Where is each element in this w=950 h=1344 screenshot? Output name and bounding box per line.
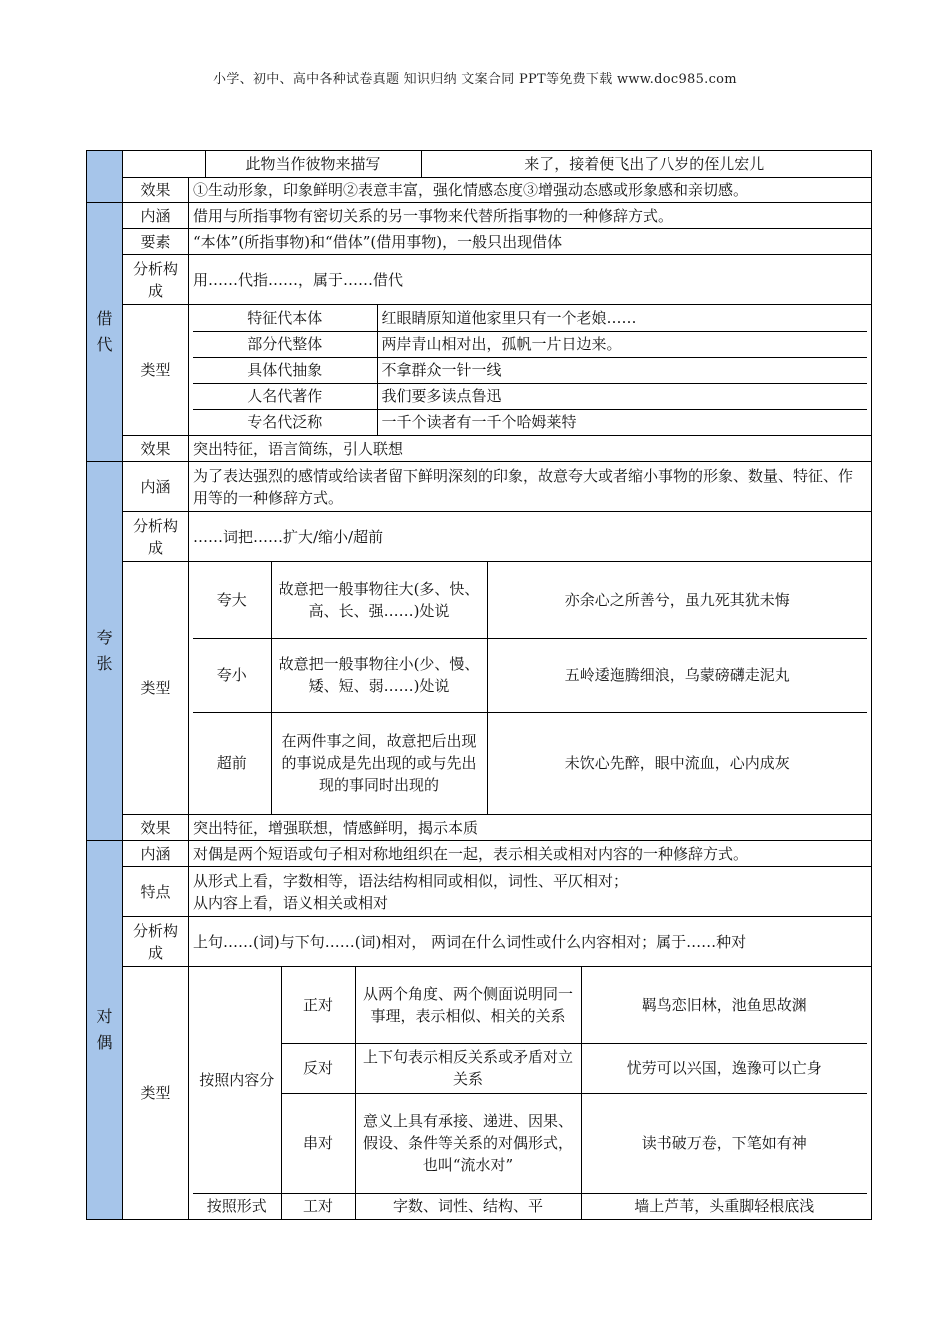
kuazhang-neihan-label: 内涵 — [123, 462, 189, 512]
duiou-type-name: 串对 — [281, 1093, 355, 1193]
jiedai-type-example: 不拿群众一针一线 — [377, 357, 867, 383]
jiedai-type-example: 红眼睛原知道他家里只有一个老娘…… — [377, 305, 867, 331]
prev-category-cell — [87, 151, 123, 203]
duiou-type-name: 反对 — [281, 1043, 355, 1093]
kuazhang-xiaoguo-label: 效果 — [123, 815, 189, 841]
category-jiedai: 借代 — [87, 203, 123, 462]
jiedai-xiaoguo-label: 效果 — [123, 436, 189, 462]
rhetoric-table — [86, 150, 872, 1220]
duiou-fenxi-label: 分析构成 — [123, 917, 189, 967]
prev-example: 来了，接着便飞出了八岁的侄儿宏儿 — [421, 151, 867, 177]
duiou-group-content: 按照内容分 — [193, 967, 281, 1193]
kuazhang-xiaoguo: 突出特征，增强联想，情感鲜明，揭示本质 — [189, 815, 872, 841]
jiedai-xiaoguo: 突出特征，语言简练，引人联想 — [189, 436, 872, 462]
jiedai-fenxi: 用……代指……，属于……借代 — [189, 255, 872, 305]
kuazhang-leixing-label: 类型 — [123, 562, 189, 815]
jiedai-leixing-label: 类型 — [123, 305, 189, 436]
kuazhang-type-example: 未饮心先醉，眼中流血，心内成灰 — [487, 712, 867, 814]
duiou-type-desc: 上下句表示相反关系或矛盾对立关系 — [355, 1043, 581, 1093]
kuazhang-type-example: 五岭逶迤腾细浪，乌蒙磅礴走泥丸 — [487, 638, 867, 712]
jiedai-type-example: 一千个读者有一千个哈姆莱特 — [377, 409, 867, 435]
jiedai-type-name: 专名代泛称 — [193, 409, 377, 435]
kuazhang-type-name: 夸小 — [193, 638, 271, 712]
duiou-fenxi: 上句……(词)与下句……(词)相对， 两词在什么词性或什么内容相对；属于……种对 — [189, 917, 872, 967]
category-duiou: 对偶 — [87, 841, 123, 1220]
jiedai-neihan-label: 内涵 — [123, 203, 189, 229]
duiou-tedian-label: 特点 — [123, 867, 189, 917]
kuazhang-neihan: 为了表达强烈的感情或给读者留下鲜明深刻的印象，故意夸大或者缩小事物的形象、数量、特征、作用等的一种修辞方式。 — [189, 462, 872, 512]
kuazhang-type-example: 亦余心之所善兮，虽九死其犹未悔 — [487, 562, 867, 638]
duiou-neihan: 对偶是两个短语或句子相对称地组织在一起，表示相关或相对内容的一种修辞方式。 — [189, 841, 872, 867]
duiou-tedian-line: 从内容上看，语义相关或相对 — [193, 893, 389, 912]
duiou-type-example: 羁鸟恋旧林，池鱼思故渊 — [581, 967, 867, 1043]
duiou-group-form: 按照形式 — [193, 1193, 281, 1219]
category-kuazhang: 夸张 — [87, 462, 123, 841]
jiedai-neihan: 借用与所指事物有密切关系的另一事物来代替所指事物的一种修辞方式。 — [189, 203, 872, 229]
kuazhang-type-desc: 故意把一般事物往大(多、快、高、长、强……)处说 — [271, 562, 487, 638]
duiou-type-desc: 字数、词性、结构、平 — [355, 1193, 581, 1219]
jiedai-type-name: 特征代本体 — [193, 305, 377, 331]
kuazhang-fenxi: ……词把……扩大/缩小/超前 — [189, 512, 872, 562]
duiou-tedian-line: 从形式上看，字数相等，语法结构相同或相似，词性、平仄相对； — [193, 871, 629, 890]
jiedai-type-name: 人名代著作 — [193, 383, 377, 409]
kuazhang-type-name: 夸大 — [193, 562, 271, 638]
duiou-neihan-label: 内涵 — [123, 841, 189, 867]
duiou-type-name: 工对 — [281, 1193, 355, 1219]
prev-effect: ①生动形象，印象鲜明②表意丰富，强化情感态度③增强动态感或形象感和亲切感。 — [189, 178, 872, 203]
duiou-type-example: 墙上芦苇，头重脚轻根底浅 — [581, 1193, 867, 1219]
prev-desc: 此物当作彼物来描写 — [205, 151, 421, 177]
jiedai-yaosu-label: 要素 — [123, 229, 189, 255]
kuazhang-type-desc: 故意把一般事物往小(少、慢、矮、短、弱……)处说 — [271, 638, 487, 712]
kuazhang-type-desc: 在两件事之间，故意把后出现的事说成是先出现的或与先出现的事同时出现的 — [271, 712, 487, 814]
prev-effect-label: 效果 — [123, 178, 189, 203]
kuazhang-type-name: 超前 — [193, 712, 271, 814]
duiou-leixing-label: 类型 — [123, 967, 189, 1220]
duiou-type-desc: 从两个角度、两个侧面说明同一事理，表示相似、相关的关系 — [355, 967, 581, 1043]
jiedai-type-example: 我们要多读点鲁迅 — [377, 383, 867, 409]
jiedai-type-name: 部分代整体 — [193, 331, 377, 357]
page-header: 小学、初中、高中各种试卷真题 知识归纳 文案合同 PPT等免费下载 www.doc985.com — [213, 72, 737, 87]
kuazhang-fenxi-label: 分析构成 — [123, 512, 189, 562]
duiou-type-example: 忧劳可以兴国，逸豫可以亡身 — [581, 1043, 867, 1093]
duiou-type-name: 正对 — [281, 967, 355, 1043]
jiedai-type-example: 两岸青山相对出，孤帆一片日边来。 — [377, 331, 867, 357]
duiou-type-example: 读书破万卷，下笔如有神 — [581, 1093, 867, 1193]
jiedai-yaosu: “本体”(所指事物)和“借体”(借用事物)，一般只出现借体 — [189, 229, 872, 255]
duiou-type-desc: 意义上具有承接、递进、因果、假设、条件等关系的对偶形式，也叫“流水对” — [355, 1093, 581, 1193]
jiedai-type-name: 具体代抽象 — [193, 357, 377, 383]
jiedai-fenxi-label: 分析构成 — [123, 255, 189, 305]
